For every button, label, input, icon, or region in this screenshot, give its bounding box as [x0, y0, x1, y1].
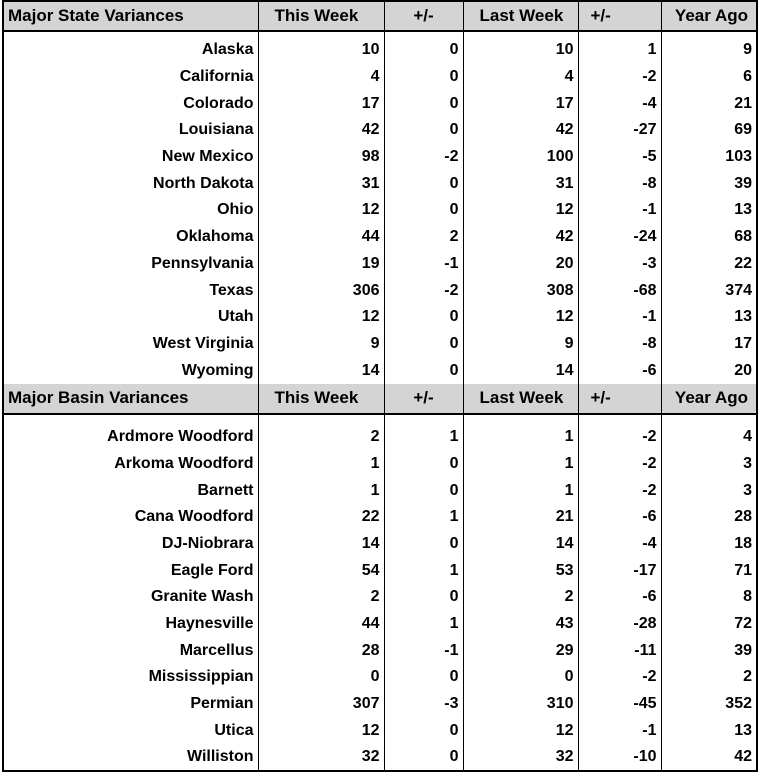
- change-week-cell: 0: [384, 718, 463, 745]
- last-week-cell: 14: [463, 531, 578, 558]
- change-week-cell: 0: [384, 37, 463, 64]
- change-week-cell: -1: [384, 251, 463, 278]
- column-header-change-year: +/-: [578, 384, 661, 414]
- change-year-cell: -6: [578, 504, 661, 531]
- basin-row: [3, 664, 757, 691]
- state-name-cell: Colorado: [183, 94, 254, 112]
- basin-row: [3, 584, 757, 611]
- basin-row: [3, 611, 757, 638]
- last-week-cell: 308: [463, 277, 578, 304]
- state-row: [3, 251, 757, 278]
- year-ago-cell: 13: [661, 718, 757, 745]
- spacer-cell: [384, 414, 463, 424]
- last-week-cell: 43: [463, 611, 578, 638]
- basin-name-cell: Utica: [214, 721, 254, 739]
- state-name-cell: Pennsylvania: [151, 254, 254, 272]
- state-name-cell: Texas: [209, 281, 254, 299]
- column-header-change-week: +/-: [384, 384, 463, 414]
- state-name-cell: Ohio: [217, 201, 254, 219]
- this-week-cell: 12: [258, 304, 384, 331]
- change-year-cell: -10: [578, 744, 661, 771]
- last-week-cell: 14: [463, 357, 578, 384]
- column-header-change-week: +/-: [384, 1, 463, 31]
- last-week-cell: 42: [463, 224, 578, 251]
- column-header-year-ago: Year Ago: [661, 384, 757, 414]
- last-week-cell: 17: [463, 90, 578, 117]
- this-week-cell: 12: [258, 718, 384, 745]
- basin-name-cell: Granite Wash: [150, 588, 254, 606]
- change-year-cell: -2: [578, 664, 661, 691]
- year-ago-cell: 374: [661, 277, 757, 304]
- basin-name-cell: Marcellus: [179, 641, 254, 659]
- change-week-cell: -3: [384, 691, 463, 718]
- spacer-cell: [463, 414, 578, 424]
- change-week-cell: 0: [384, 64, 463, 91]
- change-year-cell: -4: [578, 90, 661, 117]
- change-year-cell: -45: [578, 691, 661, 718]
- this-week-cell: 32: [258, 744, 384, 771]
- rig-count-table-body: [3, 1, 757, 771]
- basin-section-title: Major Basin Variances: [3, 384, 258, 414]
- change-week-cell: 0: [384, 584, 463, 611]
- this-week-cell: 44: [258, 611, 384, 638]
- change-week-cell: -1: [384, 637, 463, 664]
- year-ago-cell: 22: [661, 251, 757, 278]
- change-year-cell: -28: [578, 611, 661, 638]
- change-year-cell: -27: [578, 117, 661, 144]
- change-year-cell: -68: [578, 277, 661, 304]
- basin-name-cell: Arkoma Woodford: [114, 454, 254, 472]
- column-header-change-year: +/-: [578, 1, 661, 31]
- this-week-cell: 1: [258, 477, 384, 504]
- basin-row: [3, 557, 757, 584]
- last-week-cell: 12: [463, 197, 578, 224]
- change-week-cell: 1: [384, 504, 463, 531]
- state-row: [3, 37, 757, 64]
- column-header-last-week: Last Week: [463, 1, 578, 31]
- change-year-cell: -2: [578, 451, 661, 478]
- change-year-cell: -3: [578, 251, 661, 278]
- year-ago-cell: 13: [661, 197, 757, 224]
- change-week-cell: 0: [384, 451, 463, 478]
- this-week-cell: 306: [258, 277, 384, 304]
- state-row: [3, 277, 757, 304]
- basin-name-cell: Eagle Ford: [170, 561, 254, 579]
- this-week-cell: 10: [258, 37, 384, 64]
- change-year-cell: -2: [578, 424, 661, 451]
- this-week-cell: 14: [258, 531, 384, 558]
- basin-name-cell: DJ-Niobrara: [161, 535, 254, 553]
- last-week-cell: 21: [463, 504, 578, 531]
- this-week-cell: 1: [258, 451, 384, 478]
- state-name-cell: Louisiana: [178, 121, 254, 139]
- last-week-cell: 1: [463, 424, 578, 451]
- change-week-cell: 0: [384, 90, 463, 117]
- state-header-row: [3, 1, 757, 31]
- year-ago-cell: 72: [661, 611, 757, 638]
- last-week-cell: 310: [463, 691, 578, 718]
- change-week-cell: 0: [384, 744, 463, 771]
- change-year-cell: -2: [578, 477, 661, 504]
- state-row: [3, 170, 757, 197]
- basin-row: [3, 531, 757, 558]
- basin-name-cell: Ardmore Woodford: [107, 428, 254, 446]
- state-name-cell: Wyoming: [181, 361, 254, 379]
- column-header-this-week: This Week: [258, 1, 384, 31]
- change-year-cell: -4: [578, 531, 661, 558]
- state-row: [3, 357, 757, 384]
- change-year-cell: -1: [578, 197, 661, 224]
- this-week-cell: 307: [258, 691, 384, 718]
- state-name-cell: West Virginia: [152, 334, 254, 352]
- change-week-cell: 0: [384, 357, 463, 384]
- change-week-cell: 0: [384, 664, 463, 691]
- state-name-cell: New Mexico: [161, 148, 254, 166]
- spacer-cell: [578, 414, 661, 424]
- year-ago-cell: 69: [661, 117, 757, 144]
- this-week-cell: 28: [258, 637, 384, 664]
- basin-row: [3, 691, 757, 718]
- change-week-cell: 0: [384, 170, 463, 197]
- this-week-cell: 98: [258, 144, 384, 171]
- last-week-cell: 12: [463, 304, 578, 331]
- column-header-year-ago: Year Ago: [661, 1, 757, 31]
- change-week-cell: 2: [384, 224, 463, 251]
- change-year-cell: -2: [578, 64, 661, 91]
- change-year-cell: -6: [578, 584, 661, 611]
- this-week-cell: 17: [258, 90, 384, 117]
- basin-row: [3, 451, 757, 478]
- change-week-cell: 0: [384, 531, 463, 558]
- this-week-cell: 31: [258, 170, 384, 197]
- basin-name-cell: Mississippian: [148, 668, 254, 686]
- this-week-cell: 42: [258, 117, 384, 144]
- change-week-cell: 1: [384, 611, 463, 638]
- year-ago-cell: 352: [661, 691, 757, 718]
- basin-header-row: [3, 384, 757, 414]
- basin-row: [3, 718, 757, 745]
- state-row: [3, 304, 757, 331]
- last-week-cell: 10: [463, 37, 578, 64]
- this-week-cell: 9: [258, 331, 384, 358]
- spacer-cell: [3, 414, 258, 424]
- year-ago-cell: 68: [661, 224, 757, 251]
- spacer-row: [3, 414, 757, 424]
- last-week-cell: 2: [463, 584, 578, 611]
- change-week-cell: -2: [384, 144, 463, 171]
- this-week-cell: 12: [258, 197, 384, 224]
- state-row: [3, 117, 757, 144]
- change-year-cell: -11: [578, 637, 661, 664]
- spacer-cell: [258, 414, 384, 424]
- year-ago-cell: 28: [661, 504, 757, 531]
- this-week-cell: 0: [258, 664, 384, 691]
- state-row: [3, 144, 757, 171]
- this-week-cell: 4: [258, 64, 384, 91]
- state-name-cell: Oklahoma: [176, 228, 254, 246]
- basin-row: [3, 477, 757, 504]
- change-week-cell: 1: [384, 424, 463, 451]
- column-header-this-week: This Week: [258, 384, 384, 414]
- year-ago-cell: 9: [661, 37, 757, 64]
- state-row: [3, 331, 757, 358]
- this-week-cell: 19: [258, 251, 384, 278]
- year-ago-cell: 39: [661, 170, 757, 197]
- this-week-cell: 2: [258, 584, 384, 611]
- this-week-cell: 2: [258, 424, 384, 451]
- change-year-cell: -24: [578, 224, 661, 251]
- last-week-cell: 12: [463, 718, 578, 745]
- basin-name-cell: Haynesville: [165, 615, 254, 633]
- change-week-cell: 0: [384, 331, 463, 358]
- year-ago-cell: 18: [661, 531, 757, 558]
- last-week-cell: 20: [463, 251, 578, 278]
- last-week-cell: 1: [463, 477, 578, 504]
- basin-row: [3, 744, 757, 771]
- change-week-cell: 1: [384, 557, 463, 584]
- change-week-cell: 0: [384, 117, 463, 144]
- rig-count-table: [2, 0, 758, 772]
- basin-name-cell: Barnett: [197, 481, 254, 499]
- last-week-cell: 1: [463, 451, 578, 478]
- last-week-cell: 32: [463, 744, 578, 771]
- year-ago-cell: 20: [661, 357, 757, 384]
- year-ago-cell: 13: [661, 304, 757, 331]
- change-week-cell: 0: [384, 304, 463, 331]
- state-row: [3, 224, 757, 251]
- year-ago-cell: 103: [661, 144, 757, 171]
- state-name-cell: California: [179, 68, 254, 86]
- last-week-cell: 29: [463, 637, 578, 664]
- basin-name-cell: Permian: [190, 695, 254, 713]
- last-week-cell: 100: [463, 144, 578, 171]
- state-section-title: Major State Variances: [3, 1, 258, 31]
- last-week-cell: 31: [463, 170, 578, 197]
- change-year-cell: -5: [578, 144, 661, 171]
- year-ago-cell: 4: [661, 424, 757, 451]
- basin-row: [3, 424, 757, 451]
- last-week-cell: 42: [463, 117, 578, 144]
- state-name-cell: Alaska: [201, 41, 254, 59]
- last-week-cell: 53: [463, 557, 578, 584]
- column-header-last-week: Last Week: [463, 384, 578, 414]
- state-row: [3, 90, 757, 117]
- change-year-cell: -8: [578, 170, 661, 197]
- last-week-cell: 9: [463, 331, 578, 358]
- change-year-cell: -17: [578, 557, 661, 584]
- basin-row: [3, 504, 757, 531]
- year-ago-cell: 42: [661, 744, 757, 771]
- basin-name-cell: Williston: [186, 748, 254, 766]
- year-ago-cell: 21: [661, 90, 757, 117]
- state-row: [3, 197, 757, 224]
- change-year-cell: -1: [578, 304, 661, 331]
- year-ago-cell: 8: [661, 584, 757, 611]
- spacer-cell: [661, 414, 757, 424]
- year-ago-cell: 6: [661, 64, 757, 91]
- year-ago-cell: 2: [661, 664, 757, 691]
- last-week-cell: 4: [463, 64, 578, 91]
- this-week-cell: 22: [258, 504, 384, 531]
- this-week-cell: 14: [258, 357, 384, 384]
- state-name-cell: Utah: [217, 308, 254, 326]
- state-row: [3, 64, 757, 91]
- year-ago-cell: 17: [661, 331, 757, 358]
- year-ago-cell: 3: [661, 451, 757, 478]
- this-week-cell: 44: [258, 224, 384, 251]
- year-ago-cell: 71: [661, 557, 757, 584]
- last-week-cell: 0: [463, 664, 578, 691]
- basin-name-cell: Cana Woodford: [134, 508, 254, 526]
- year-ago-cell: 39: [661, 637, 757, 664]
- this-week-cell: 54: [258, 557, 384, 584]
- change-year-cell: -1: [578, 718, 661, 745]
- basin-row: [3, 637, 757, 664]
- year-ago-cell: 3: [661, 477, 757, 504]
- change-week-cell: 0: [384, 477, 463, 504]
- change-year-cell: -8: [578, 331, 661, 358]
- change-week-cell: -2: [384, 277, 463, 304]
- state-name-cell: North Dakota: [153, 174, 254, 192]
- change-week-cell: 0: [384, 197, 463, 224]
- change-year-cell: 1: [578, 37, 661, 64]
- change-year-cell: -6: [578, 357, 661, 384]
